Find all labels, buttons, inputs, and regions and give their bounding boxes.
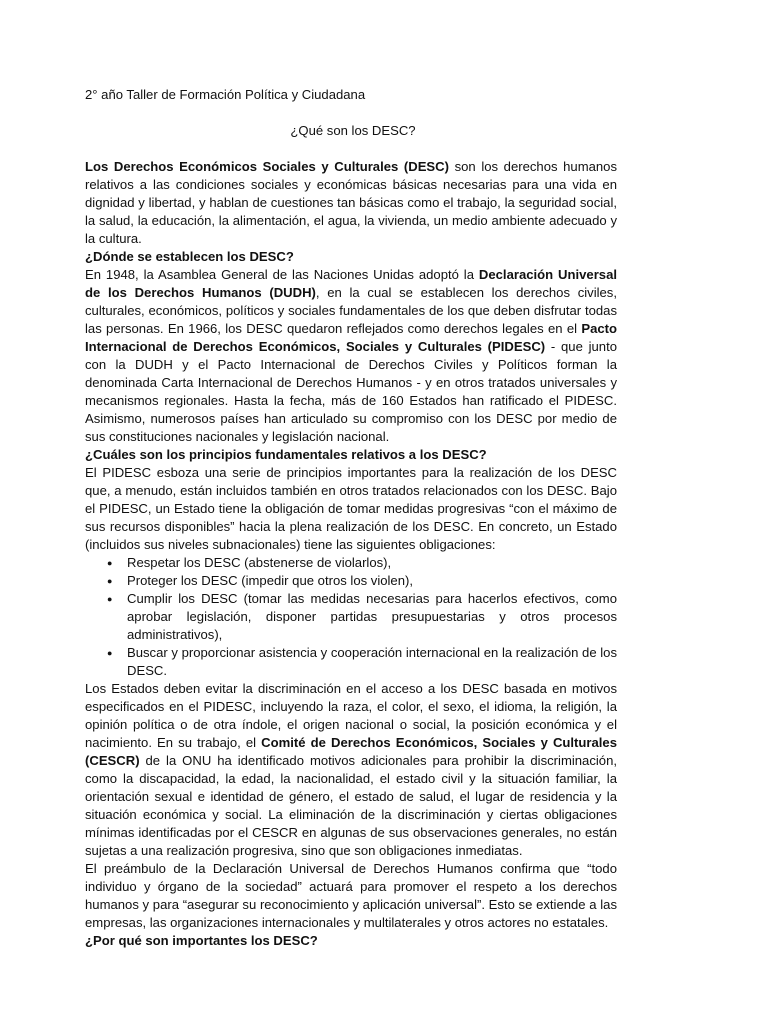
intro-text: son los derechos humanos relativos a las condiciones sociales y económicas básicas necesarias para una vida en dignidad y libertad, y hablan de cuestiones tan básicas como el trabajo, la seguridad social, la salud, la educación, la alimentación, el agua, la vivienda, un medio ambiente adecuado y la cultura. [85,159,617,246]
section-paragraph-principios: El PIDESC esboza una serie de principios importantes para la realización de los DESC que, a menudo, están incluidos también en otros tratados relacionados con los DESC. Bajo el PIDESC, un Estado tiene la obligación de tomar medidas progresivas “con el máximo de sus recursos disponibles” hacia la plena realización de los DESC. En concreto, un Estado (incluidos sus niveles subnacionales) tiene las siguientes obligaciones: [85,465,617,552]
text-run: Los Estados deben evitar la discriminación en el acceso a los DESC basada en motivos especificados en el PIDESC, incluyendo la raza, el color, el sexo, el idioma, la religión, la opinión política o de otra índole, el origen nacional o social, la posición económica y el nacimiento. En su trabajo, el [85,681,617,750]
list-item: ● Cumplir los DESC (tomar las medidas necesarias para hacerlos efectivos, como aprobar legislación, disponer partidas presupuestarias y otros procesos administrativos), [127,590,617,644]
obligations-list [85,554,617,680]
list-item: ● Respetar los DESC (abstenerse de violarlos), [127,554,617,572]
text-run: En 1948, la Asamblea General de las Naciones Unidas adoptó la [85,267,479,282]
section-paragraph-donde [85,266,617,446]
text-run: , en la cual se establecen los derechos civiles, culturales, económicos, políticos y sociales fundamentales de los que deben disfrutar todas las personas. En 1966, los DESC quedaron reflejados como derechos legales en el [85,285,617,336]
preamble-paragraph: El preámbulo de la Declaración Universal de Derechos Humanos confirma que “todo individuo y órgano de la sociedad” actuará para promover el respeto a los derechos humanos y para “asegurar su reconocimiento y aplicación universal”. Esto se extiende a las empresas, las organizaciones internacionales y multilaterales y otros actores no estatales. [85,861,617,930]
bold-run-pidesc: Pacto Internacional de Derechos Económicos, Sociales y Culturales (PIDESC) [85,321,617,354]
document-title: ¿Qué son los DESC? [290,123,416,138]
intro-bold-term: Los Derechos Económicos Sociales y Culturales (DESC) [85,159,449,174]
intro-paragraph [85,158,617,248]
bold-run-dudh: Declaración Universal de los Derechos Humanos (DUDH) [85,267,617,300]
section-heading-donde: ¿Dónde se establecen los DESC? [85,249,294,264]
text-run: - que junto con la DUDH y el Pacto Internacional de Derechos Civiles y Políticos forman la denominada Carta Internacional de Derechos Humanos - y en otros tratados universales y mecanismos regionales. Hasta la fecha, más de 160 Estados han ratificado el PIDESC. Asimismo, numerosos países han articulado su compromiso con los DESC por medio de sus constituciones nacionales y legislación nacional. [85,339,618,444]
section-heading-principios: ¿Cuáles son los principios fundamentales relativos a los DESC? [85,447,487,462]
section-heading-importancia: ¿Por qué son importantes los DESC? [85,933,318,948]
course-header: 2° año Taller de Formación Política y Ciudadana [85,87,366,102]
bold-run-cescr: Comité de Derechos Económicos, Sociales y Culturales (CESCR) [85,735,618,768]
list-item: ● Proteger los DESC (impedir que otros los violen), [127,572,617,590]
text-run: de la ONU ha identificado motivos adicionales para prohibir la discriminación, como la discapacidad, la edad, la nacionalidad, el estado civil y la situación familiar, la orientación sexual e identidad de género, el estado de salud, el lugar de residencia y la situación económica y social. La eliminación de la discriminación y ciertas obligaciones mínimas identificadas por el CESCR en algunas de sus observaciones generales, no están sujetas a una realización progresiva, sino que son obligaciones inmediatas. [85,753,617,858]
discrimination-paragraph [85,680,617,860]
list-item: ● Buscar y proporcionar asistencia y cooperación internacional en la realización de los DESC. [127,644,617,680]
